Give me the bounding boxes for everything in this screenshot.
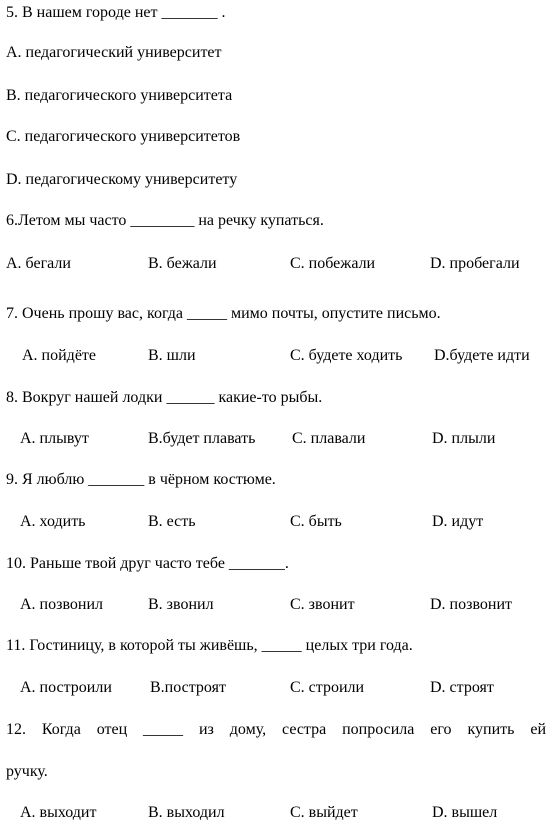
question-7-option-a: A. пойдёте (22, 347, 97, 364)
question-9-option-c: C. быть (290, 513, 342, 530)
question-7-option-b: B. шли (148, 347, 196, 364)
question-11-stem: 11. Гостиницу, в которой ты живёшь, _____ целых три года. (6, 637, 413, 654)
question-6-stem: 6.Летом мы часто ________ на речку купаться. (6, 212, 324, 229)
question-7-stem: 7. Очень прошу вас, когда _____ мимо почты, опустите письмо. (6, 305, 441, 322)
question-5-option-a: A. педагогический университет (6, 44, 222, 61)
question-10-option-a: A. позвонил (20, 596, 103, 613)
question-11-option-a: A. построили (20, 679, 112, 696)
question-8-stem: 8. Вокруг нашей лодки ______ какие-то рыбы. (6, 389, 323, 406)
question-10-option-d: D. позвонит (430, 596, 512, 613)
question-6-option-b: B. бежали (148, 255, 217, 272)
question-12-option-a: A. выходит (20, 804, 97, 821)
question-6-option-c: C. побежали (290, 255, 376, 272)
question-8-option-c: C. плавали (292, 430, 366, 447)
question-6-option-d: D. пробегали (430, 255, 520, 272)
question-12-option-c: C. выйдет (290, 804, 358, 821)
question-9-option-a: A. ходить (20, 513, 86, 530)
question-9-option-d: D. идут (432, 513, 484, 530)
question-12-stem-line-1: 12. Когда отец _____ из дому, сестра попросила его купить ей (6, 721, 546, 738)
question-7-option-c: C. будете ходить (290, 347, 403, 364)
question-12-stem-line-2: ручку. (6, 763, 48, 780)
question-7-option-d: D.будете идти (434, 347, 530, 364)
question-11-option-d: D. строят (430, 679, 494, 696)
question-10-stem: 10. Раньше твой друг часто тебе _______. (6, 555, 289, 572)
question-8-option-d: D. плыли (432, 430, 496, 447)
question-9-stem: 9. Я люблю _______ в чёрном костюме. (6, 471, 276, 488)
question-5-option-d: D. педагогическому университету (6, 171, 238, 188)
question-5-stem: 5. В нашем городе нет _______ . (6, 4, 226, 21)
question-8-option-b: B.будет плавать (148, 430, 256, 447)
question-12-option-d: D. вышел (432, 804, 498, 821)
question-10-option-b: B. звонил (148, 596, 214, 613)
question-11-option-c: C. строили (290, 679, 365, 696)
question-8-option-a: A. плывут (20, 430, 89, 447)
question-12-option-b: B. выходил (148, 804, 225, 821)
question-9-option-b: B. есть (148, 513, 196, 530)
question-5-option-c: C. педагогического университетов (6, 128, 241, 145)
question-6-option-a: A. бегали (6, 255, 71, 272)
question-5-option-b: B. педагогического университета (6, 87, 233, 104)
question-11-option-b: B.построят (150, 679, 226, 696)
question-10-option-c: C. звонит (290, 596, 355, 613)
